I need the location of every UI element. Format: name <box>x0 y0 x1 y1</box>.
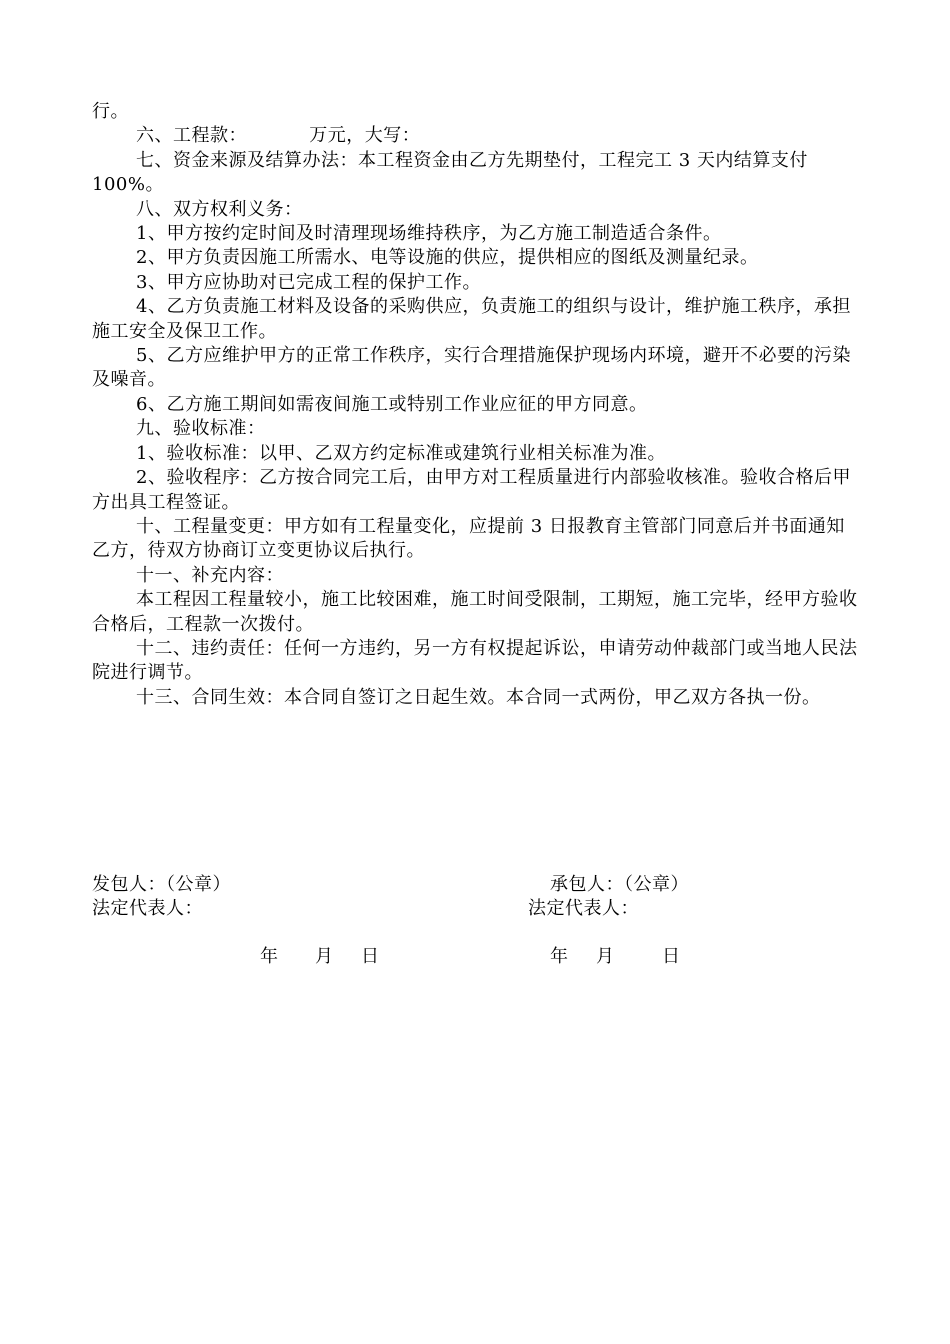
contractor-date-day: 日 <box>662 946 680 967</box>
paragraph-supplement-heading: 十一、补充内容： <box>136 564 284 586</box>
paragraph-quantity-change: 十、工程量变更：甲方如有工程量变化，应提前 3 日报教育主管部门同意后并书面通知乙方，待双方协商订立变更协议后执行。 <box>92 515 845 562</box>
paragraph-obligation-4: 4、乙方负责施工材料及设备的采购供应，负责施工的组织与设计，维护施工秩序，承担施工安全及保卫工作。 <box>92 296 851 342</box>
paragraph-payment-amount: 六、工程款： 万元，大写： <box>136 125 421 147</box>
paragraph-supplement-content: 本工程因工程量较小，施工比较困难，施工时间受限制，工期短，施工完毕，经甲方验收合格后，工程款一次拨付。 <box>92 589 858 635</box>
paragraph-acceptance-standard: 1、验收标准：以甲、乙双方约定标准或建筑行业相关标准为准。 <box>136 442 666 464</box>
paragraph-obligation-5: 5、乙方应维护甲方的正常工作秩序，实行合理措施保护现场内环境，避开不必要的污染及噪音。 <box>92 345 851 391</box>
paragraph-obligation-3: 3、甲方应协助对已完成工程的保护工作。 <box>136 271 481 293</box>
employer-date-year: 年 <box>260 946 278 967</box>
employer-representative-label: 法定代表人： <box>92 898 203 919</box>
paragraph-liability: 十二、违约责任：任何一方违约，另一方有权提起诉讼，申请劳动仲裁部门或当地人民法院进行调节。 <box>92 637 858 684</box>
paragraph-continuation: 行。 <box>92 101 129 122</box>
employer-seal-label: 发包人：（公章） <box>92 874 231 895</box>
paragraph-acceptance-heading: 九、验收标准： <box>136 418 266 440</box>
paragraph-obligation-6: 6、乙方施工期间如需夜间施工或特别工作业应征的甲方同意。 <box>136 393 648 415</box>
contractor-date-month: 月 <box>596 946 614 967</box>
contractor-date-year: 年 <box>550 946 568 967</box>
paragraph-obligation-1: 1、甲方按约定时间及时清理现场维持秩序，为乙方施工制造适合条件。 <box>136 223 722 245</box>
paragraph-acceptance-procedure: 2、验收程序：乙方按合同完工后，由甲方对工程质量进行内部验收核准。验收合格后甲方出具工程签证。 <box>92 467 851 513</box>
paragraph-effectiveness: 十三、合同生效：本合同自签订之日起生效。本合同一式两份，甲乙双方各执一份。 <box>136 686 821 708</box>
contractor-seal-label: 承包人：（公章） <box>550 874 689 895</box>
paragraph-rights-obligations-heading: 八、双方权利义务： <box>136 198 303 220</box>
employer-date-day: 日 <box>361 946 379 967</box>
paragraph-obligation-2: 2、甲方负责因施工所需水、电等设施的供应，提供相应的图纸及测量纪录。 <box>136 247 759 269</box>
contractor-representative-label: 法定代表人： <box>528 898 639 919</box>
employer-date-month: 月 <box>315 946 333 967</box>
contract-body <box>92 100 862 710</box>
paragraph-funding-settlement: 七、资金来源及结算办法：本工程资金由乙方先期垫付，工程完工 3 天内结算支付 100%。 <box>92 149 808 196</box>
